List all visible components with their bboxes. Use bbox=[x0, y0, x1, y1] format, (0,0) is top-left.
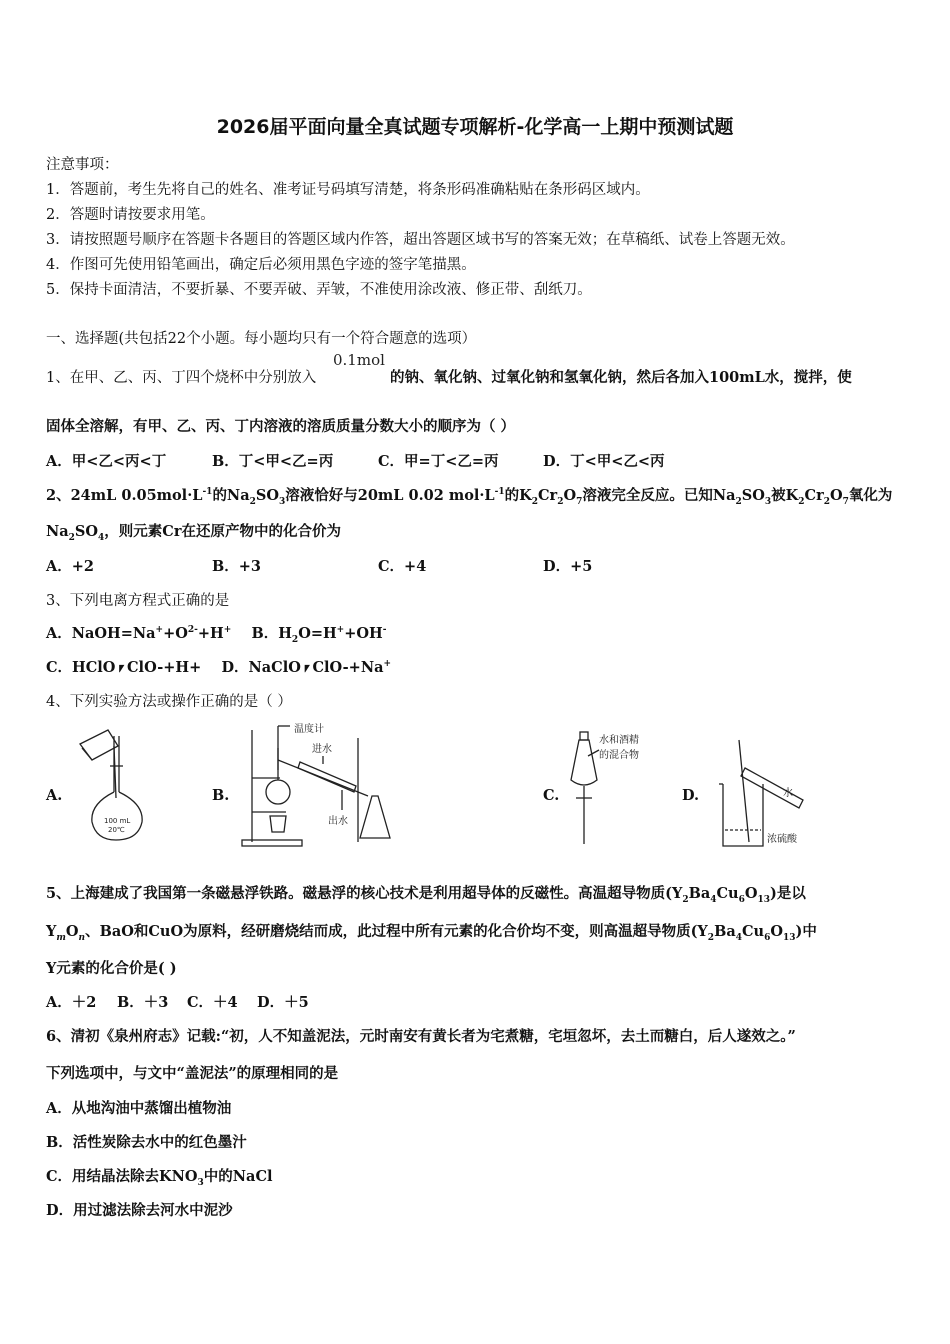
q3-options-cd: C．HClO⎖ClO-+H+ D．NaClO⎖ClO-+Na+ bbox=[46, 659, 392, 676]
note-item-1: 1．答题前，考生先将自己的姓名、准考证号码填写清楚，将条形码准确粘贴在条形码区域内。 bbox=[46, 182, 650, 198]
q2-option-c: C．+4 bbox=[378, 558, 427, 575]
water-out-label: 出水 bbox=[328, 816, 348, 827]
q5-option-b: B．＋3 bbox=[117, 994, 169, 1011]
q6-stem-line2: 下列选项中，与文中“盖泥法”的原理相同的是 bbox=[46, 1065, 339, 1082]
note-item-3: 3．请按照题号顺序在答题卡各题目的答题区域内作答，超出答题区域书写的答案无效；在草稿纸、试卷上答题无效。 bbox=[46, 232, 795, 248]
notes-heading: 注意事项： bbox=[46, 157, 119, 173]
q1-stem-post: 的钠、氧化钠、过氧化钠和氢氧化钠，然后各加入100mL水，搅拌，使 bbox=[390, 369, 852, 386]
q6-option-c: C．用结晶法除去$KNO_3$中的NaCl bbox=[46, 1168, 273, 1188]
q1-option-d: D．丁<甲<乙<丙 bbox=[543, 453, 665, 470]
q1-option-a: A．甲<乙<丙<丁 bbox=[46, 453, 167, 470]
note-item-5: 5．保持卡面清洁，不要折暴、不要弄破、弄皱，不准使用涂改液、修正带、刮纸刀。 bbox=[46, 282, 592, 298]
figure-b-distillation bbox=[238, 720, 398, 850]
q6-option-b: B．活性炭除去水中的红色墨汁 bbox=[46, 1134, 247, 1151]
q4-label-b: B. bbox=[212, 787, 230, 804]
q6-option-a: A．从地沟油中蒸馏出植物油 bbox=[46, 1100, 232, 1117]
q5-stem-line2: $Y_mO_n$、BaO和CuO为原料，经研磨烧结而成，此过程中所有元素的化合价均不变，则高温超导物质$(Y_2Ba_4Cu_6O_{13})$中 bbox=[46, 923, 817, 943]
q4-label-a: A. bbox=[46, 787, 63, 804]
flask-temp-label: 20℃ bbox=[108, 826, 125, 834]
q1-stem-line2: 固体全溶解，有甲、乙、丙、丁内溶液的溶质质量分数大小的顺序为（ ） bbox=[46, 418, 516, 435]
q6-option-d: D．用过滤法除去河水中泥沙 bbox=[46, 1202, 233, 1219]
q5-option-d: D．＋5 bbox=[257, 994, 309, 1011]
q4-label-d: D. bbox=[682, 787, 700, 804]
q5-stem-line3: Y元素的化合价是( ) bbox=[46, 960, 177, 977]
q5-stem-line1: 5、上海建成了我国第一条磁悬浮铁路。磁悬浮的核心技术是利用超导体的反磁性。高温超导物质$(Y_2Ba_4Cu_6O_{13})$是以 bbox=[46, 885, 806, 905]
q5-option-c: C．＋4 bbox=[187, 994, 238, 1011]
mixture-label-2: 的混合物 bbox=[599, 750, 639, 761]
q2-stem-line2: $Na_2SO_4$，则元素Cr在还原产物中的化合价为 bbox=[46, 523, 341, 543]
figure-c-separatory-funnel bbox=[565, 728, 655, 846]
q1-stem-pre: 1、在甲、乙、丙、丁四个烧杯中分别放入 bbox=[46, 370, 317, 386]
water-label: 水 bbox=[783, 788, 793, 799]
q2-option-a: A．+2 bbox=[46, 558, 94, 575]
q3-options-ab: A．$NaOH=Na^++O^{2-}+H^+$ B．$H_2O=H^++OH^-$ bbox=[46, 625, 387, 645]
figure-d-beaker-dilution bbox=[715, 738, 815, 850]
flask-volume-label: 100 mL bbox=[104, 817, 131, 825]
q1-option-c: C．甲=丁<乙=丙 bbox=[378, 453, 499, 470]
acid-label: 浓硫酸 bbox=[767, 834, 797, 845]
q2-option-d: D．+5 bbox=[543, 558, 593, 575]
mixture-label-1: 水和酒精 bbox=[599, 735, 639, 746]
q4-label-c: C. bbox=[543, 787, 560, 804]
q6-stem-line1: 6、清初《泉州府志》记载:“初，人不知盖泥法，元时南安有黄长者为宅煮糖，宅垣忽坏，去土而糖白，后人遂效之。” bbox=[46, 1028, 796, 1045]
q1-option-b: B．丁<甲<乙=丙 bbox=[212, 453, 334, 470]
note-item-2: 2．答题时请按要求用笔。 bbox=[46, 207, 215, 223]
q1-amount: 0.1mol bbox=[333, 351, 385, 369]
thermometer-label: 温度计 bbox=[294, 724, 324, 735]
page-title: 2026届平面向量全真试题专项解析-化学高一上期中预测试题 bbox=[216, 116, 734, 138]
q3-stem: 3、下列电离方程式正确的是 bbox=[46, 593, 230, 609]
water-in-label: 进水 bbox=[312, 744, 332, 755]
figure-a-volumetric-flask bbox=[70, 722, 160, 844]
q4-stem: 4、下列实验方法或操作正确的是（ ） bbox=[46, 694, 292, 710]
note-item-4: 4．作图可先使用铅笔画出，确定后必须用黑色字迹的签字笔描黑。 bbox=[46, 257, 476, 273]
q2-stem-line1: 2、24mL $0.05mol\cdot L^{-1}$的$Na_2SO_3$溶液恰好与20mL 0.02 $mol\cdot L^{-1}$的$K_2Cr_2O_7$溶液完全反应。已知$Na_2SO_3$被$K_2Cr_2O_7$氧化为 bbox=[46, 487, 893, 507]
q2-option-b: B．+3 bbox=[212, 558, 261, 575]
section-heading: 一、选择题(共包括22个小题。每小题均只有一个符合题意的选项） bbox=[46, 331, 477, 347]
q5-option-a: A．＋2 bbox=[46, 994, 97, 1011]
